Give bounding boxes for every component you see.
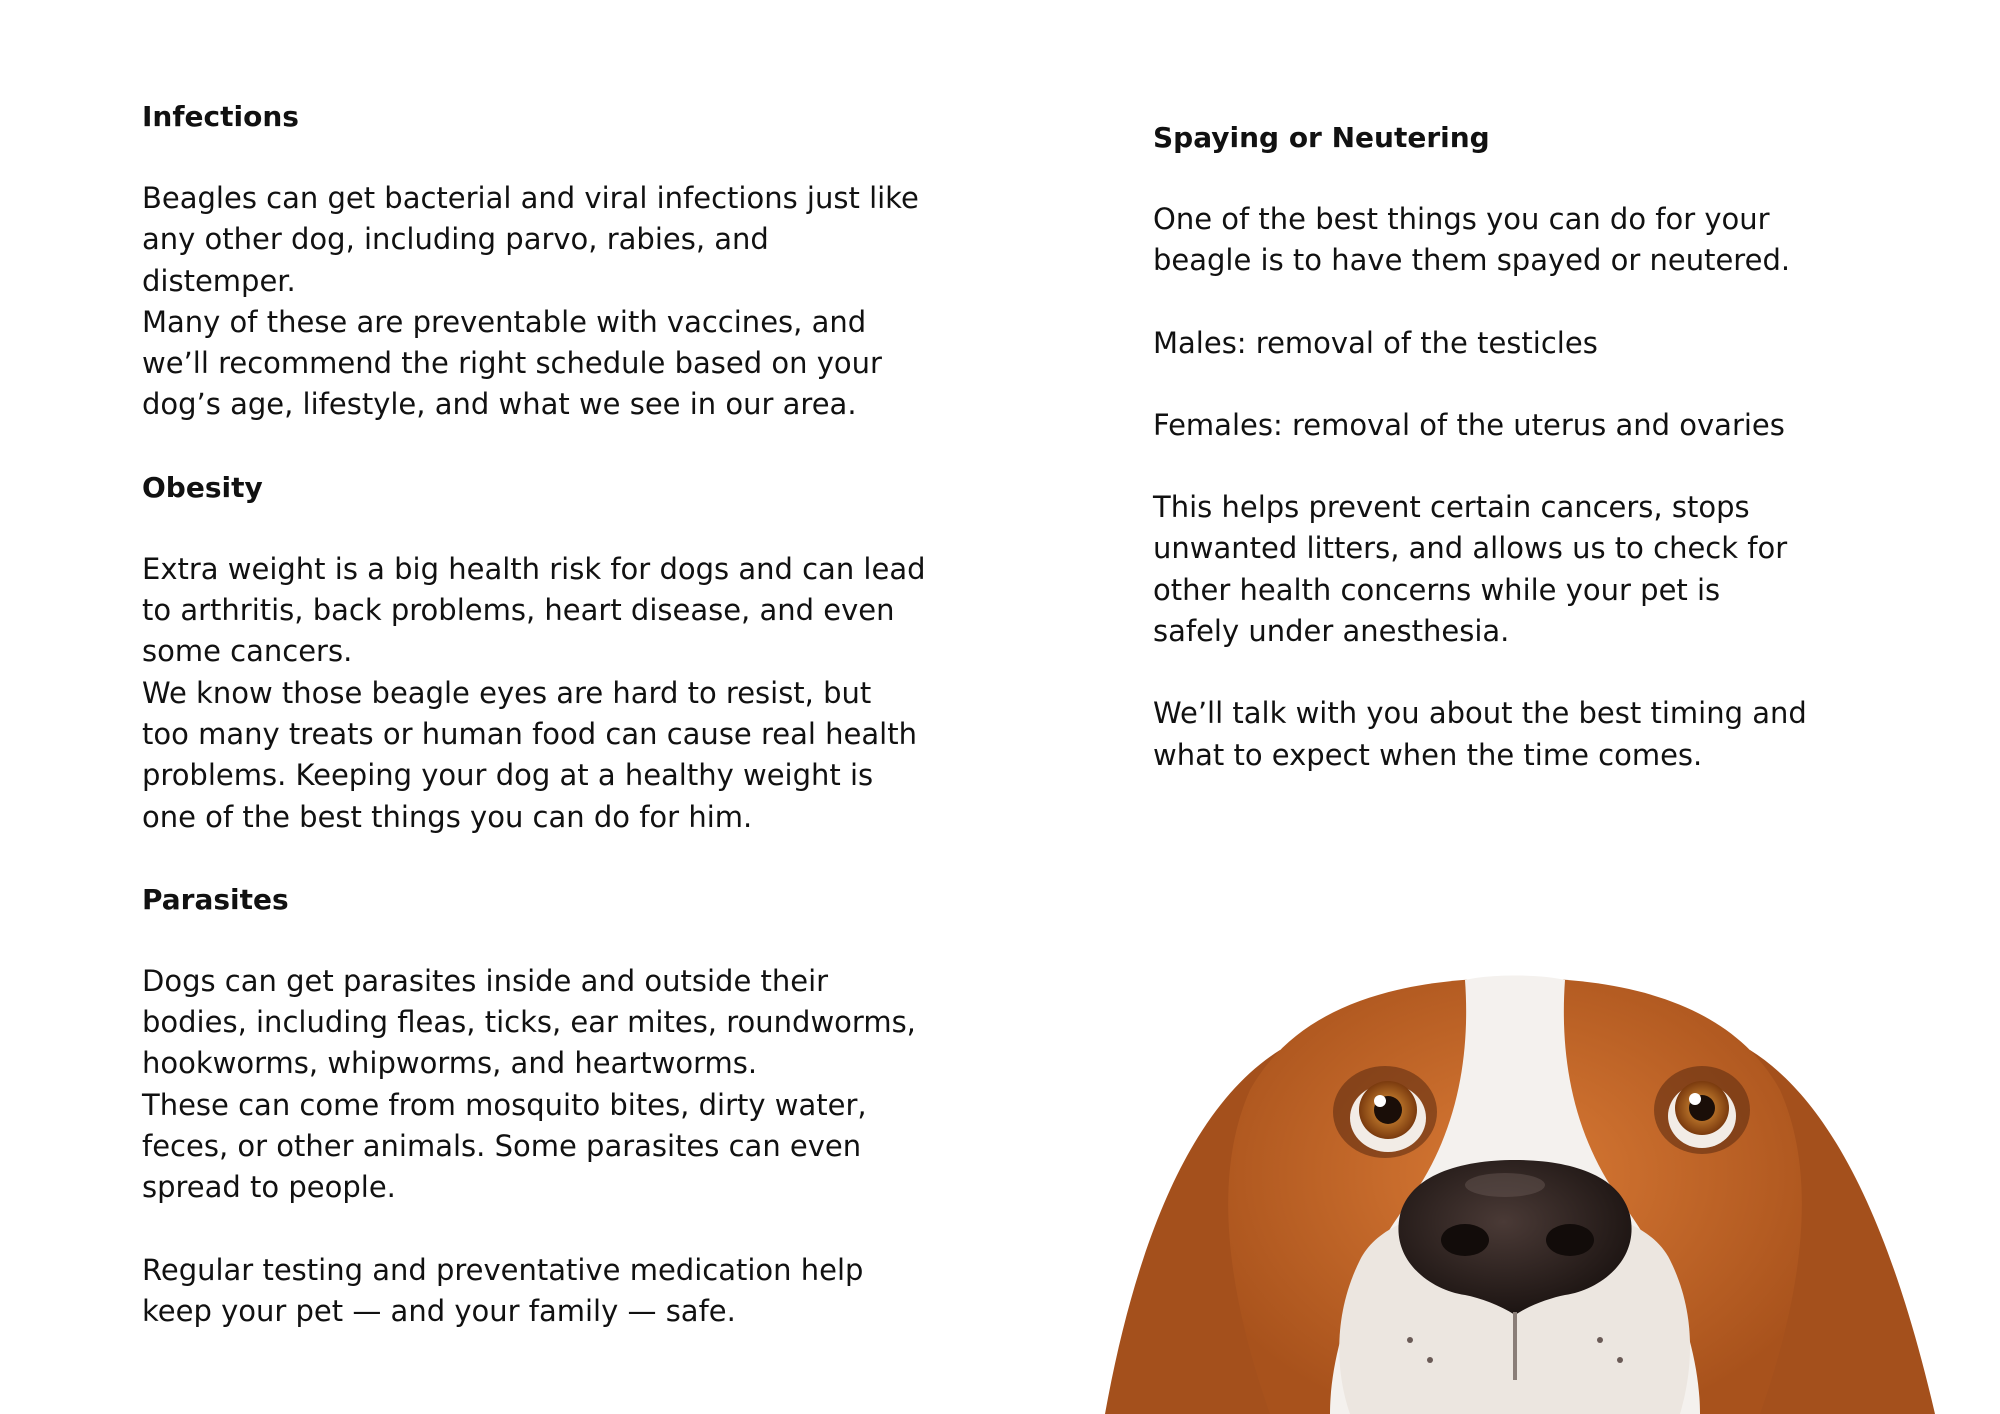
obesity-text: Extra weight is a big health risk for dogs and can lead to arthritis, back problems, heart disease, and even some cancers. We know those beagle eyes are hard to resist, but too many treats or human food can cause real health problems. Keeping your dog at a healthy weight is one of the best things you can do for him. <box>142 551 926 834</box>
parasites-text: Dogs can get parasites inside and outside their bodies, including fleas, ticks, ear mites, roundworms, hookworms, whipworms, and heartworms. These can come from mosquito bites, dirty water, feces, or other animals. Some parasites can even spread to people. <box>142 963 916 1205</box>
obesity-heading: Obesity <box>142 470 263 504</box>
spaying-timing: We’ll talk with you about the best timing and what to expect when the time comes. <box>1153 696 1807 772</box>
infections-text: Beagles can get bacterial and viral infections just like any other dog, including parvo, rabies, and distemper. Many of these are preventable with vaccines, and we’ll recommend the right schedule based on your dog’s age, lifestyle, and what we see in our area. <box>142 181 919 422</box>
spaying-females: Females: removal of the uterus and ovaries <box>1153 407 1785 442</box>
beagle-illustration <box>1080 960 1950 1414</box>
spaying-intro: One of the best things you can do for your beagle is to have them spayed or neutered. <box>1153 202 1791 278</box>
parasites-heading: Parasites <box>142 882 289 916</box>
spaying-males: Males: removal of the testicles <box>1153 325 1598 360</box>
right-column <box>1153 117 1953 776</box>
spaying-heading: Spaying or Neutering <box>1153 121 1490 154</box>
infections-heading: Infections <box>142 100 299 133</box>
spaying-benefits: This helps prevent certain cancers, stops unwanted litters, and allows us to check for other health concerns while your pet is safely under anesthesia. <box>1153 490 1788 649</box>
parasites-prevention-text: Regular testing and preventative medication help keep your pet — and your family — safe. <box>142 1252 864 1328</box>
left-column <box>142 96 942 1332</box>
